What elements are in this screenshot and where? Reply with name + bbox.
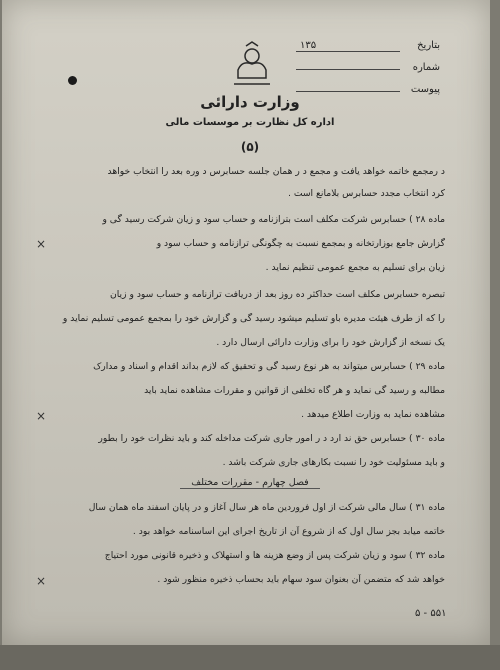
ministry-title: وزارت دارائی [200,93,300,111]
date-label: بتاریخ [417,40,440,51]
body-line: مشاهده نماید به وزارت اطلاع میدهد . [301,409,445,420]
body-line: خاتمه میابد بجز سال اول که از شروع آن از تاریخ اجرای این اساسنامه خواهد بود . [132,526,445,537]
margin-x-mark: × [36,409,47,423]
body-line: کرد انتخاب مجدد حسابرس بلامانع است . [288,188,445,199]
body-line: ماده ۳۰ ) حسابرس حق ند ارد د ر امور جاری شرکت مداخله کند و باید نظرات خود را بطور [98,433,445,444]
date-field [280,40,440,52]
body-line: و باید مسئولیت خود را نسبت بکارهای جاری شرکت باشد . [222,457,445,468]
body-line: گزارش جامع بوزارتخانه و بمجمع نسبت به چگونگی ترازنامه و حساب سود و [156,238,445,249]
body-line: ماده ۳۲ ) سود و زیان شرکت پس از وضع هزینه ها و استهلاک و ذخیره قانونی مورد احتیاج [104,550,445,561]
body-line: مطالبه و رسید گی نماید و هر گاه تخلفی از قوانین و مقررات مشاهده نماید باید [144,385,445,396]
body-line: یک نسخه از گزارش خود را برای وزارت دارائی ارسال دارد . [216,337,445,348]
body-line: ماده ۲۹ ) حسابرس میتواند به هر نوع رسید گی و تحقیق که لازم بداند اقدام و اسناد و مدارک [93,361,445,372]
attachment-label: پیوست [410,84,440,95]
number-label: شماره [412,62,440,73]
attachment-field [280,84,440,95]
body-line: د رمجمع خاتمه خواهد یافت و مجمع د ر همان جلسه حسابرس د وره بعد را انتخاب خواهد [107,166,445,177]
date-value: ۱۳۵ [296,40,400,52]
body-line: زیان برای تسلیم به مجمع عمومی تنظیم نماید . [265,262,445,273]
page-number-label: (۵) [240,140,260,154]
department-subtitle: اداره کل نظارت بر موسسات مالی [165,117,335,128]
body-line: ماده ۳۱ ) سال مالی شرکت از اول فروردین ماه هر سال آغاز و در پایان اسفند ماه همان سال [88,502,445,513]
margin-x-mark: × [36,237,47,251]
footer-code: ۵ - ۵۵۱ [415,608,447,619]
number-value [296,69,400,70]
body-line: را که از طرف هیئت مدیره باو تسلیم میشود رسید گی و گزارش خود را بمجمع عمومی تسلیم نماید و [62,313,445,324]
page-edge [0,645,500,670]
attachment-value [296,91,400,92]
lion-and-sun-emblem [230,40,274,90]
section-heading: فصل چهارم - مقررات مختلف [180,477,320,489]
margin-x-mark: × [36,574,47,588]
number-field [280,62,440,73]
body-line: خواهد شد که متضمن آن بعنوان سود سهام باید بحساب ذخیره منظور شود . [157,574,445,585]
body-line: تبصره حسابرس مکلف است حداکثر ده روز بعد از دریافت ترازنامه و حساب سود و زیان [110,289,445,300]
punch-hole-mark [68,76,77,85]
body-line: ماده ۲۸ ) حسابرس شرکت مکلف است بترازنامه و حساب سود و زیان شرکت رسید گی و [102,214,445,225]
